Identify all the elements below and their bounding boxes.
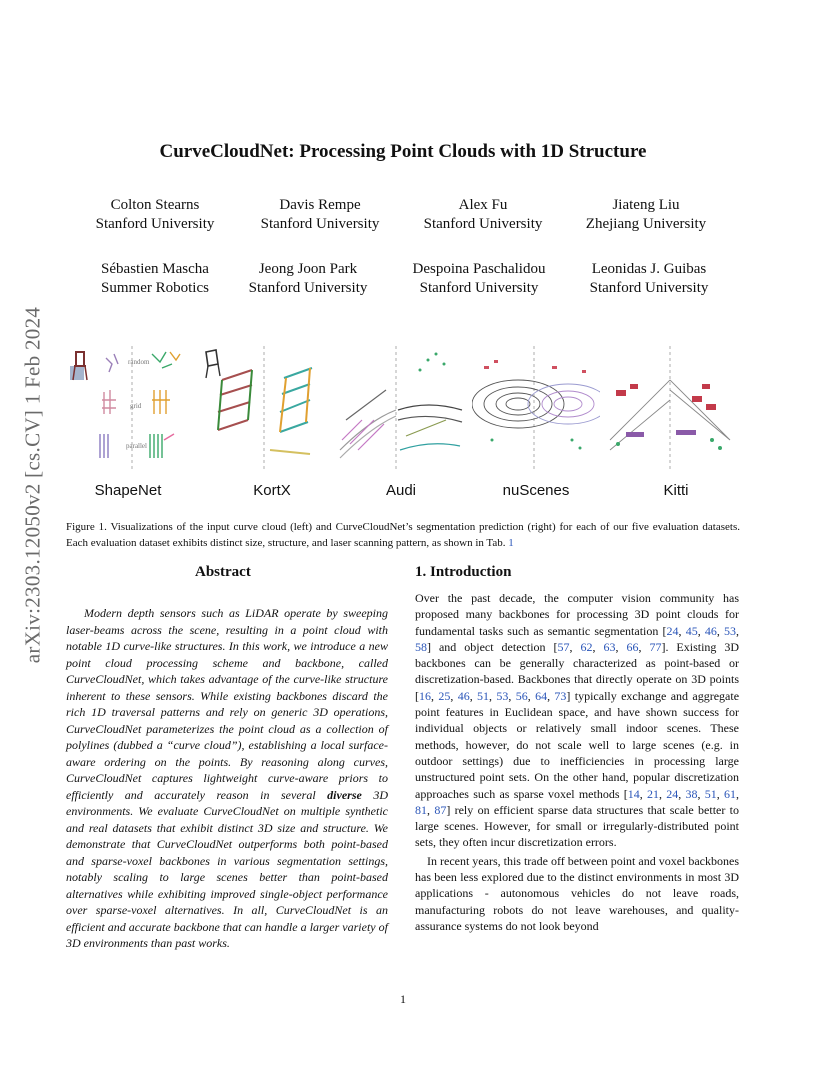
tag-parallel: parallel <box>126 442 147 450</box>
citation-link[interactable]: 57 <box>557 639 570 654</box>
author-affiliation: Stanford University <box>423 216 543 232</box>
intro-text: , <box>639 786 648 801</box>
intro-body <box>415 590 739 936</box>
intro-text: , <box>469 688 478 703</box>
citation-link[interactable]: 46 <box>457 688 470 703</box>
caption-text: Figure 1. Visualizations of the input curve cloud (left) and CurveCloudNet’s segmentation prediction (right) for each of our five evaluation datasets. Each evaluation dataset exhibits distinct size, structure, and laser scanning pattern, as shown in Tab. <box>66 521 740 549</box>
citation-link[interactable]: 73 <box>554 688 567 703</box>
intro-text: , <box>615 639 627 654</box>
citation-link[interactable]: 21 <box>647 786 660 801</box>
citation-link[interactable]: 61 <box>724 786 737 801</box>
intro-paragraph <box>415 590 739 851</box>
intro-text: , <box>678 786 686 801</box>
author-affiliation: Stanford University <box>95 216 215 232</box>
intro-text: , <box>527 688 536 703</box>
intro-text: , <box>736 786 740 801</box>
author-affiliation: Stanford University <box>248 280 368 296</box>
citation-link[interactable]: 16 <box>419 688 431 703</box>
intro-text: Over the past decade, the computer vision community has proposed many backbones for processing 3D point clouds for fundamental tasks such as semantic segmentation [ <box>415 591 739 638</box>
citation-link[interactable]: 87 <box>434 802 447 817</box>
intro-heading: 1. Introduction <box>415 564 512 580</box>
citation-link[interactable]: 53 <box>496 688 509 703</box>
audi-visualization <box>336 340 464 472</box>
arxiv-watermark <box>8 290 58 680</box>
figure-1 <box>66 340 734 472</box>
intro-text: , <box>638 639 650 654</box>
page-number: 1 <box>400 992 406 1006</box>
author-block <box>571 196 721 234</box>
dataset-label: KortX <box>253 482 291 499</box>
intro-text: ] and object detection [ <box>427 639 558 654</box>
citation-link[interactable]: 66 <box>626 639 639 654</box>
intro-text: , <box>450 688 458 703</box>
intro-text: , <box>547 688 555 703</box>
citation-link[interactable]: 24 <box>666 623 679 638</box>
dataset-label: nuScenes <box>502 482 570 499</box>
intro-text: , <box>489 688 497 703</box>
author-block <box>408 196 558 234</box>
citation-link[interactable]: 63 <box>603 639 616 654</box>
abstract-heading: Abstract <box>195 564 251 580</box>
citation-link[interactable]: 45 <box>685 623 698 638</box>
citation-link[interactable]: 81 <box>415 802 427 817</box>
intro-text: , <box>659 786 667 801</box>
audi-image <box>336 340 464 472</box>
intro-text: , <box>697 623 705 638</box>
shapenet-image <box>66 340 194 472</box>
figure-caption <box>66 519 740 551</box>
intro-text: , <box>508 688 516 703</box>
intro-text: , <box>716 623 724 638</box>
abstract-bold-word: diverse <box>327 787 362 802</box>
author-name: Alex Fu <box>458 197 508 213</box>
author-block <box>404 260 554 298</box>
intro-text: , <box>678 623 686 638</box>
intro-text: , <box>736 623 739 638</box>
kitti-visualization <box>606 340 734 472</box>
intro-paragraph: In recent years, this trade off between point and voxel backbones has been less explored due to the distinct environments in most 3D applications - autonomous vehicles do not leave roads, manufacturing robots do not leave warehouses, and quality-assurance systems do not look beyond <box>415 853 739 933</box>
author-name: Jiateng Liu <box>612 197 680 213</box>
citation-link[interactable]: 51 <box>477 688 490 703</box>
citation-link[interactable]: 77 <box>649 639 662 654</box>
intro-text: ] typically exchange and aggregate point features in Euclidean space, and have shown success for individual objects or relatively small indoor scenes. These methods, however, do not scale well to large scenes (e.g. in outdoor settings) due to inefficiencies in processing large unstructured point sets. On the other hand, popular discretization approaches such as sparse voxel methods [ <box>415 688 740 801</box>
author-affiliation: Stanford University <box>419 280 539 296</box>
author-block <box>80 196 230 234</box>
kitti-image <box>606 340 734 472</box>
author-name: Colton Stearns <box>110 197 200 213</box>
intro-text: , <box>427 802 435 817</box>
tag-random: random <box>128 358 150 366</box>
nuscenes-visualization <box>472 340 600 472</box>
author-affiliation: Zhejiang University <box>585 216 707 232</box>
citation-link[interactable]: 38 <box>685 786 698 801</box>
shapenet-visualization <box>66 340 194 472</box>
author-affiliation: Summer Robotics <box>101 280 209 296</box>
citation-link[interactable]: 64 <box>535 688 548 703</box>
intro-text: , <box>569 639 581 654</box>
kortx-image <box>200 340 328 472</box>
author-block <box>245 196 395 234</box>
citation-link[interactable]: 53 <box>724 623 736 638</box>
citation-link[interactable]: 62 <box>580 639 593 654</box>
abstract-text: Modern depth sensors such as LiDAR operate by sweeping laser-beams across the scene, resulting in a point cloud with notable 1D curve-like structures. In this work, we introduce a new point cloud processing scheme and backbone, called CurveCloudNet, which takes advantage of the curve-like structure inherent to these sensors. While existing backbones discard the rich 1D traversal patterns and rely on generic 3D operations, CurveCloudNet parameterizes the point cloud as a collection of polylines (dubbed a “curve cloud”), establishing a local surface-aware ordering on the points. By reasoning along curves, CurveCloudNet captures lightweight curve-aware priors to efficiently and accurately reason in several <box>66 606 388 802</box>
nuscenes-image <box>472 340 600 472</box>
intro-text: , <box>431 688 439 703</box>
intro-text: , <box>697 786 705 801</box>
author-block <box>80 260 230 298</box>
author-name: Despoina Paschalidou <box>412 261 546 277</box>
citation-link[interactable]: 51 <box>704 786 717 801</box>
abstract-text: 3D environments. We evaluate CurveCloudNet on multiple synthetic and real datasets that exhibit distinct 3D size and structure. We demonstrate that CurveCloudNet outperforms both point-based and sparse-voxel backbones in various segmentation settings, notably scaling to large scenes better than point-based alternatives while exhibiting improved single-object performance over sparse-voxel alternatives. In all, CurveCloudNet is an efficient and accurate backbone that can handle a larger variety of 3D environments than past works. <box>66 787 388 950</box>
dataset-label: ShapeNet <box>94 482 162 499</box>
citation-link[interactable]: 46 <box>704 623 717 638</box>
citation-link[interactable]: 24 <box>666 786 679 801</box>
intro-text: , <box>716 786 725 801</box>
author-name: Jeong Joon Park <box>258 261 358 277</box>
citation-link[interactable]: 14 <box>627 786 640 801</box>
citation-link[interactable]: 25 <box>438 688 451 703</box>
author-name: Leonidas J. Guibas <box>591 261 707 277</box>
arxiv-id: arXiv:2303.12050v2 [cs.CV] 1 Feb 2024 <box>20 306 45 664</box>
author-block <box>574 260 724 298</box>
kortx-visualization <box>200 340 328 472</box>
citation-link[interactable]: 56 <box>515 688 528 703</box>
table-reference-link[interactable]: 1 <box>508 537 514 549</box>
tag-grid: grid <box>130 402 142 410</box>
author-affiliation: Stanford University <box>589 280 709 296</box>
intro-text: , <box>592 639 604 654</box>
dataset-label: Kitti <box>663 482 689 499</box>
dataset-label: Audi <box>385 482 417 499</box>
author-name: Davis Rempe <box>279 197 361 213</box>
paper-title: CurveCloudNet: Processing Point Clouds with 1D Structure <box>159 141 647 162</box>
author-block <box>233 260 383 298</box>
intro-text: ] rely on efficient sparse data structures that scale better to large scenes. However, for small or irregularly-distributed point sets, they often incur discretization errors. <box>415 802 740 850</box>
intro-text: ]. Existing 3D backbones can be generally characterized as point-based or discretization-based. Backbones that directly operate on 3D points [ <box>415 639 740 703</box>
author-name: Sébastien Mascha <box>101 261 209 277</box>
author-affiliation: Stanford University <box>260 216 380 232</box>
abstract-body <box>66 605 388 952</box>
citation-link[interactable]: 58 <box>415 639 427 654</box>
